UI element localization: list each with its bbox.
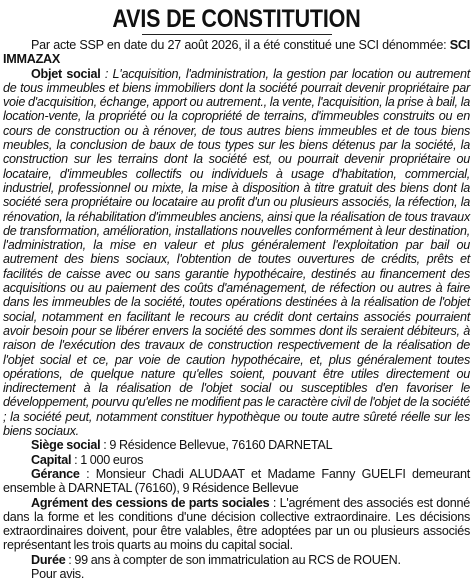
- gerance-label: Gérance: [31, 466, 80, 481]
- closing-text: Pour avis.: [31, 566, 85, 581]
- intro-text: Par acte SSP en date du 27 août 2026, il a été constitué une SCI dénommée:: [31, 38, 450, 52]
- siege-text: : 9 Résidence Bellevue, 76160 DARNETAL: [100, 438, 333, 453]
- duree-label: Durée: [31, 552, 66, 567]
- notice-body: [3, 38, 470, 581]
- agrement-paragraph: [3, 496, 470, 553]
- objet-paragraph: [3, 67, 470, 439]
- gerance-text: : Monsieur Chadi ALUDAAT et Madame Fanny GUELFI demeurant ensemble à DARNETAL (76160), 9 Résidence Bellevue: [3, 466, 470, 496]
- notice-title: AVIS DE CONSTITUTION: [112, 5, 361, 33]
- agrement-label: Agrément des cessions de parts sociales: [31, 495, 270, 510]
- capital-label: Capital: [31, 452, 72, 467]
- gerance-paragraph: [3, 467, 470, 496]
- agrement-text: : L'agrément des associés est donné dans la forme et les conditions d'une décision collective extraordinaire. Les décisions extraordinaires doivent, pour être valables, être adoptées par un ou plusieurs associés représentant les trois quarts au moins du capital social.: [3, 495, 471, 553]
- capital-paragraph: [3, 453, 470, 467]
- intro-paragraph: [3, 38, 470, 67]
- objet-label: Objet social: [31, 66, 101, 81]
- duree-text: : 99 ans à compter de son immatriculation au RCS de ROUEN.: [65, 552, 401, 567]
- objet-text: : L'acquisition, l'administration, la gestion par location ou autrement de tous immeubles et biens immobiliers dont la société pourrait devenir propriétaire par voie d'acquisition, échange, apport ou autrement., la vente, l'acquisition, la prise à bail, la location-vente, la propriété ou la copropriété de terrains, d'immeubles construits ou en cours de construction ou à rénover, de tous autres biens immeubles et de tous biens meubles, la conclusion de baux de tous types sur les biens détenus par la société, la construction sur les terrains dont la société est, ou pourrait devenir propriétaire ou locataire, d'immeubles collectifs ou individuels à usage d'habitation, commercial, industriel, professionnel ou mixte, la mise à disposition à titre gratuit des biens dont la société sera propriétaire ou locataire au profit d'un ou plusieurs associés, la réfection, la rénovation, la réhabilitation d'immeubles anciens, ainsi que la réalisation de tous travaux de transformation, amélioration, installations nouvelles conformément à leur destination, l'administration, la mise en valeur et plus généralement l'exploitation par bail ou autrement des biens sociaux, l'obtention de toutes ouvertures de crédits, prêts et facilités de caisse avec ou sans garantie hypothécaire, destinés au financement des acquisitions ou au paiement des coûts d'aménagement, de réfection ou autres à faire dans les immeubles de la société, toutes opérations destinées à la réalisation de l'objet social, notamment en facilitant le recours au crédit dont certains associés pourraient avoir besoin pour se libérer envers la société des sommes dont ils seraient débiteurs, à raison de l'exécution des travaux de construction respectivement de la réalisation de l'objet social et ce, par voie de caution hypothécaire, et, plus généralement toutes opérations, de quelque nature qu'elles soient, pouvant être utiles directement ou indirectement à la réalisation de l'objet social ou susceptibles d'en favoriser le développement, pourvu qu'elles ne modifient pas le caractère civil de l'objet de la société ; la société peut, notamment constituer hypothèque ou toute autre sûreté réelle sur les biens sociaux.: [3, 66, 470, 439]
- capital-text: : 1 000 euros: [71, 452, 144, 467]
- duree-paragraph: [3, 553, 470, 567]
- company-name: SCI IMMAZAX: [3, 38, 470, 67]
- title-underline: [142, 34, 332, 35]
- siege-paragraph: [3, 438, 470, 452]
- siege-label: Siège social: [31, 438, 101, 453]
